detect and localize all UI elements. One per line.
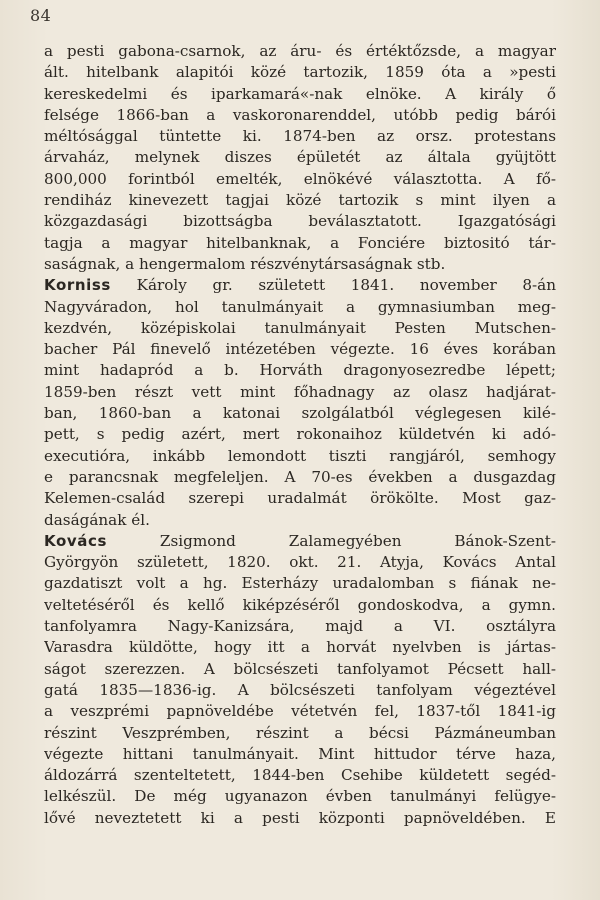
text-line: a veszprémi papnöveldébe vétetvén fel, 1837-től 1841-ig bbox=[44, 702, 556, 721]
text-line: lelkészül. De még ugyanazon évben tanulmányi felügye- bbox=[44, 787, 556, 806]
entry-first-line-text: Károly gr. született 1841. november 8-án bbox=[136, 276, 556, 295]
paragraph-1 bbox=[44, 41, 556, 275]
entry-first-line bbox=[44, 275, 556, 296]
text-line: áldozárrá szenteltetett, 1844-ben Csehibe küldetett segéd- bbox=[44, 766, 556, 785]
text-line: Nagyváradon, hol tanulmányait a gymnasiumban meg- bbox=[44, 297, 556, 316]
text-line: tagja a magyar hitelbanknak, a Fonciére biztositó tár- bbox=[44, 233, 556, 252]
text-line: lővé neveztetett ki a pesti központi papnöveldében. E bbox=[44, 808, 556, 827]
text-line: rendiház kinevezett tagjai közé tartozik s mint ilyen a bbox=[44, 191, 556, 210]
text-line: 1859-ben részt vett mint főhadnagy az olasz hadjárat- bbox=[44, 382, 556, 401]
text-line: ált. hitelbank alapitói közé tartozik, 1859 óta a »pesti bbox=[44, 63, 556, 82]
text-line: közgazdasági bizottságba beválasztatott. Igazgatósági bbox=[44, 212, 556, 231]
entry-first-line-text: Zsigmond Zalamegyében Bánok-Szent- bbox=[159, 531, 556, 550]
text-line: tanfolyamra Nagy-Kanizsára, majd a VI. osztályra bbox=[44, 617, 556, 636]
entry-name: Korniss bbox=[44, 276, 111, 295]
text-line: executióra, inkább lemondott tiszti rangjáról, semhogy bbox=[44, 446, 556, 465]
text-line: daságának él. bbox=[44, 510, 150, 529]
text-line: ságot szerezzen. A bölcsészeti tanfolyamot Pécsett hall- bbox=[44, 659, 556, 678]
text-line: kezdvén, középiskolai tanulmányait Pesten Mutschen- bbox=[44, 318, 556, 337]
page-number: 84 bbox=[30, 6, 52, 25]
text-line: gazdatiszt volt a hg. Esterházy uradalomban s fiának ne- bbox=[44, 574, 556, 593]
text-line: gatá 1835—1836-ig. A bölcsészeti tanfolyam végeztével bbox=[44, 680, 556, 699]
text-line: pett, s pedig azért, mert rokonaihoz küldetvén ki adó- bbox=[44, 425, 556, 444]
paragraph-kovacs bbox=[44, 531, 556, 829]
text-line: mint hadapród a b. Horváth dragonyosezredbe lépett; bbox=[44, 361, 556, 380]
text-line: Györgyön született, 1820. okt. 21. Atyja, Kovács Antal bbox=[44, 553, 556, 572]
text-line: árvaház, melynek diszes épületét az általa gyüjtött bbox=[44, 148, 556, 167]
paragraph-korniss bbox=[44, 275, 556, 531]
entry-name: Kovács bbox=[44, 531, 107, 550]
text-line: a pesti gabona-csarnok, az áru- és értéktőzsde, a magyar bbox=[44, 42, 556, 60]
text-line: 800,000 forintból emelték, elnökévé választotta. A fő- bbox=[44, 169, 556, 188]
text-line: saságnak, a hengermalom részvénytársaságnak stb. bbox=[44, 254, 446, 273]
text-line: Varasdra küldötte, hogy itt a horvát nyelvben is jártas- bbox=[44, 638, 556, 657]
text-line: méltósággal tüntette ki. 1874-ben az orsz. protestans bbox=[44, 127, 556, 146]
body-text bbox=[44, 41, 556, 829]
text-line: veltetéséről és kellő kiképzéséről gondoskodva, a gymn. bbox=[44, 595, 556, 614]
text-line: e parancsnak megfeleljen. A 70-es években a dusgazdag bbox=[44, 467, 556, 486]
text-line: felsége 1866-ban a vaskoronarenddel, utóbb pedig bárói bbox=[44, 105, 556, 124]
text-line: ban, 1860-ban a katonai szolgálatból véglegesen kilé- bbox=[44, 404, 556, 423]
text-line: kereskedelmi és iparkamará«-nak elnöke. A király ő bbox=[44, 84, 556, 103]
text-line: részint Veszprémben, részint a bécsi Pázmáneumban bbox=[44, 723, 556, 742]
text-line: bacher Pál finevelő intézetében végezte. 16 éves korában bbox=[44, 340, 556, 359]
text-line: végezte hittani tanulmányait. Mint hittudor térve haza, bbox=[44, 744, 556, 763]
text-line: Kelemen-család szerepi uradalmát örökölte. Most gaz- bbox=[44, 489, 556, 508]
entry-first-line bbox=[44, 531, 556, 552]
